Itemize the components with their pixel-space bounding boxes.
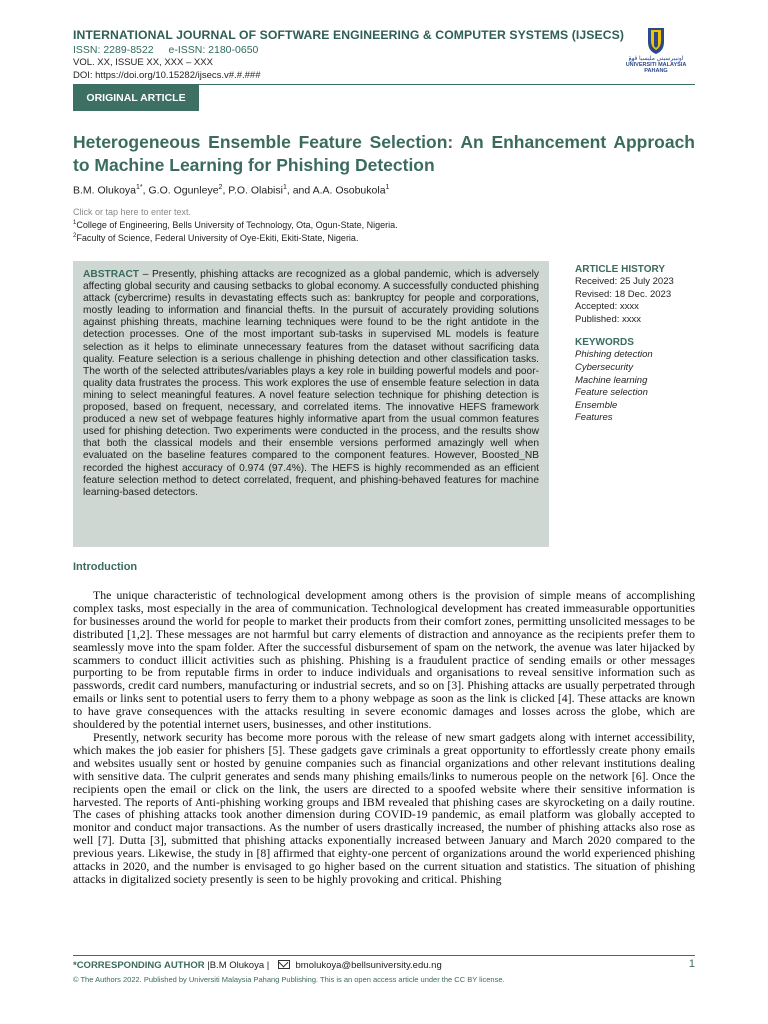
introduction-body (73, 589, 695, 886)
history-item: Accepted: xxxx (575, 301, 639, 313)
logo-arabic-text: اونيبرسيتي مليسيا ڤهڠ (628, 56, 684, 62)
history-item: Received: 25 July 2023 (575, 276, 674, 287)
footer-divider (73, 955, 695, 956)
author-sup: 1 (282, 184, 287, 191)
issn-line (73, 44, 270, 56)
abstract-body: – Presently, phishing attacks are recognized as a global pandemic, which is adversely affecting global security and causing setbacks to global economy. A successfully conducted phishing attack (cybercrime) results in devastating effects such as: bankruptcy for people and corporations, mostly leading to information and financial thefts. In the pursuit of accurately providing solutions against phishing threats, machine learning techniques were found to be the right antidote in the detection processes. One of the most important sub-tasks in supervised ML models is feature selection as it helps to eliminate unnecessary features from the dataset without sacrificing data quality. Feature selection is a serious challenge in phishing detection and other classification tasks. The worth of the selected attributes/variables plays a key role in building powerful models and poor-quality data frustrates the process. This work explores the use of ensemble feature selection in data mining to select meaningful features. A novel feature selection technique for phishing detection is proposed, based on frequent, necessary, and correlated items. The innovative HEFS framework produced a new set of webpage features highly informative apart from the usual common features used for phishing detection. Two experiments were conducted in the process, and the results show that both the classical models and their ensemble versions performed amazingly well when evaluated on the baseline features compared to the component features. However, Boosted_NB recorded the highest accuracy of 0.974 (97.4%). The HEFS is highly recommended as an efficient feature selection method to detect correlated, frequent, and phishing-behaved features for machine learning-based detectors. (83, 269, 539, 498)
affiliation-sup: 1 (73, 220, 77, 226)
keyword-item: Ensemble (575, 399, 618, 411)
abstract-text (83, 269, 539, 499)
author-name: P.O. Olabisi (228, 184, 283, 197)
mail-icon (278, 960, 290, 969)
corresponding-author (73, 960, 442, 971)
page-number: 1 (688, 958, 695, 970)
eissn: e-ISSN: 2180-0650 (168, 44, 259, 56)
affiliation-text: College of Engineering, Bells University of Technology, Ota, Ogun-State, Nigeria. (76, 220, 398, 230)
keywords-heading: KEYWORDS (575, 337, 634, 349)
doi-link[interactable]: DOI: https://doi.org/10.15282/ijsecs.v#.#.### (73, 70, 261, 81)
university-logo (618, 26, 694, 76)
author-name: A.A. Osobukola (312, 184, 386, 197)
keyword-item: Features (575, 412, 613, 424)
volume-line: VOL. XX, ISSUE XX, XXX – XXX (73, 57, 213, 68)
affiliation-2 (73, 233, 358, 243)
author-name: B.M. Olukoya (73, 184, 137, 197)
abstract-box (73, 261, 549, 547)
body-paragraph: Presently, network security has become more porous with the release of new smart gadgets along with internet accessibility, which makes the job easier for phishers [5]. These gadgets gave criminals a great opportunity to effortlessly create phony emails and websites usually sent or hosted by genuine companies such as financial organizations and other relevant institutions dealing with sensitive data. The culprit generates and sends many phishing emails/links to numerous people on the network [6]. Once the recipients open the email or click on the link, the users are directed to a spoofed website where their sensitive information is harvested. The reports of Anti-phishing working groups and IBM revealed that phishing cases are skyrocketing on a daily routine. The cases of phishing attacks took another dimension during COVID-19 pandemic, as email platform was globally accepted to monitor and conduct major transactions. As the number of users drastically increased, the number of phishing attacks also rose as well [7]. Dutta [3], submitted that phishing attacks exponentially increased between January and March 2020 compared to the previous years. Likewise, the study in [8] affirmed that eighty-one percent of organizations around the world experienced phishing attacks in 2020, and the number is envisaged to go higher based on the current situation and statistics. The situation of phishing attacks in digitalized society presently is seen to be highly provoking and critical. Phishing (73, 729, 695, 886)
article-type-badge: ORIGINAL ARTICLE (73, 85, 199, 111)
author-name: G.O. Ogunleye (148, 184, 219, 197)
author-sup: 1 (385, 184, 390, 191)
author-sup: 1* (136, 184, 143, 191)
history-heading: ARTICLE HISTORY (575, 264, 666, 275)
keyword-item: Feature selection (575, 387, 648, 399)
keyword-item: Machine learning (575, 374, 648, 386)
section-heading-introduction: Introduction (73, 561, 138, 573)
corresponding-name: |B.M Olukoya | (207, 960, 270, 971)
journal-title: INTERNATIONAL JOURNAL OF SOFTWARE ENGINEERING & COMPUTER SYSTEMS (IJSECS) (73, 28, 625, 42)
keyword-item: Phishing detection (575, 349, 653, 361)
abstract-label: ABSTRACT (83, 269, 140, 280)
history-item: Revised: 18 Dec. 2023 (575, 288, 672, 300)
article-sidebar (575, 263, 705, 425)
logo-name: UNIVERSITI MALAYSIA PAHANG (625, 62, 687, 74)
author-sup: 2 (218, 184, 223, 191)
author-list: B.M. Olukoya$^{1*}$, G.O. Ogunleye$^2$, P.O. Olabisi$^1$, and A.A. Osobukola$^1$ (73, 184, 390, 197)
affiliation-1 (73, 220, 398, 230)
history-item: Published: xxxx (575, 313, 642, 325)
affiliation-sup: 2 (73, 233, 77, 239)
article-title: Heterogeneous Ensemble Feature Selection: An Enhancement Approach to Machine Learning for Phishing Detection (73, 132, 695, 175)
shield-logo-icon (618, 26, 694, 56)
copyright-notice: © The Authors 2022. Published by Universiti Malaysia Pahang Publishing. This is an open access article under the CC BY license. (73, 975, 505, 984)
issn: ISSN: 2289-8522 (73, 44, 154, 56)
keyword-item: Cybersecurity (575, 361, 634, 373)
corresponding-label: *CORRESPONDING AUTHOR (73, 960, 205, 971)
affiliation-text: Faculty of Science, Federal University of Oye-Ekiti, Ekiti-State, Nigeria. (76, 233, 359, 243)
corresponding-email[interactable]: bmolukoya@bellsuniversity.edu.ng (295, 960, 442, 971)
body-paragraph: The unique characteristic of technological development among others is the provision of simple means of accomplishing complex tasks, most especially in the area of communication. Technological development has created immeasurable opportunities for businesses around the world for people to market their products from their comfort zones, permitting unsolicited messages to be distributed [1,2]. These messages are not harmful but carry elements of distraction and annoyance as the recipients prefer them to seamlessly move into the spam folder. After the successful disbursement of spam on the network, the avenue was later hijacked by scammers to conduct illicit activities such as phishing. Phishing is a fraudulent practice of sending emails or other messages purporting to be from reputable firms in order to induce individuals and organisations to reveal sensitive information such as passwords, credit card numbers, manufacturing or industrial secrets, and so on [3]. Phishing attacks are usually perpetrated through emails or links sent to potential users to ferry them to a phony webpage as soon as the link is clicked [4]. These attacks are known to have grave consequences with the attacks resulting in severe economic damages and losses across the globe, which are shouldered by the potential internet users, businesses, and other institutions. (73, 588, 695, 732)
placeholder-text[interactable]: Click or tap here to enter text. (73, 207, 192, 217)
